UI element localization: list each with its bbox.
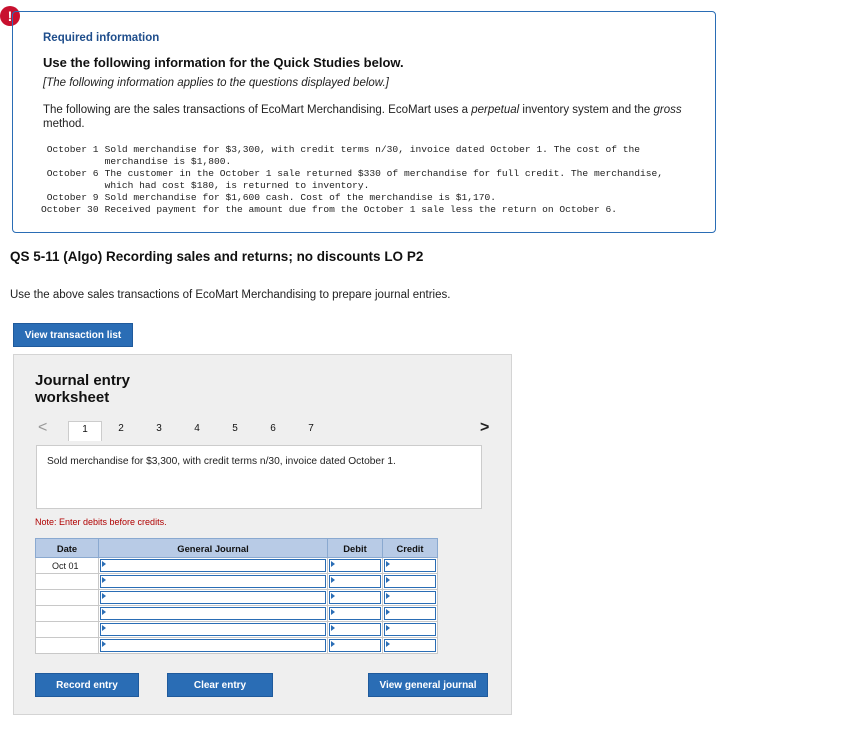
debit-input[interactable] xyxy=(328,622,383,638)
debit-input[interactable] xyxy=(328,558,383,574)
transaction-date: October 1 xyxy=(46,144,99,155)
date-cell[interactable] xyxy=(36,606,99,622)
transaction-row xyxy=(41,144,665,168)
account-input[interactable] xyxy=(99,622,328,638)
transaction-row xyxy=(41,192,665,204)
transaction-row xyxy=(41,204,665,216)
transactions-table xyxy=(41,144,665,216)
journal-row xyxy=(36,558,438,574)
date-cell[interactable]: Oct 01 xyxy=(36,558,99,574)
account-input[interactable] xyxy=(99,590,328,606)
date-cell[interactable] xyxy=(36,622,99,638)
debit-input[interactable] xyxy=(328,606,383,622)
page-tab-1[interactable]: 1 xyxy=(68,421,102,441)
credit-input[interactable] xyxy=(383,638,438,654)
journal-row xyxy=(36,606,438,622)
credit-input[interactable] xyxy=(383,622,438,638)
question-description: Use the above sales transactions of EcoMart Merchandising to prepare journal entries. xyxy=(10,289,451,301)
credit-input[interactable] xyxy=(383,606,438,622)
journal-row xyxy=(36,622,438,638)
required-info-box xyxy=(12,11,716,233)
transaction-date: October 30 xyxy=(41,204,99,215)
date-cell[interactable] xyxy=(36,590,99,606)
info-applies-note: [The following information applies to the questions displayed below.] xyxy=(43,77,389,89)
journal-row xyxy=(36,590,438,606)
date-cell[interactable] xyxy=(36,574,99,590)
transaction-date: October 6 xyxy=(46,168,99,179)
credit-input[interactable] xyxy=(383,590,438,606)
date-column-header: Date xyxy=(36,539,99,558)
page-tab-4[interactable]: 4 xyxy=(194,423,200,434)
general-journal-column-header: General Journal xyxy=(99,539,328,558)
account-input[interactable] xyxy=(99,558,328,574)
record-entry-button[interactable]: Record entry xyxy=(35,673,139,697)
journal-row xyxy=(36,638,438,654)
intro-paragraph: The following are the sales transactions of EcoMart Merchandising. EcoMart uses a perpetual inventory system and the gross method. xyxy=(43,104,682,130)
credit-input[interactable] xyxy=(383,558,438,574)
prev-page-arrow[interactable]: < xyxy=(38,419,48,436)
page-tab-7[interactable]: 7 xyxy=(308,423,314,434)
transaction-text: The customer in the October 1 sale returned $330 of merchandise for full credit. The merchandise, which had cost $180, is returned to inventory. xyxy=(104,168,664,191)
journal-row xyxy=(36,574,438,590)
date-cell[interactable] xyxy=(36,638,99,654)
account-input[interactable] xyxy=(99,606,328,622)
view-general-journal-button[interactable]: View general journal xyxy=(368,673,488,697)
page-tab-6[interactable]: 6 xyxy=(270,423,276,434)
question-title: QS 5-11 (Algo) Recording sales and returns; no discounts LO P2 xyxy=(10,249,424,264)
transaction-text: Sold merchandise for $1,600 cash. Cost of the merchandise is $1,170. xyxy=(104,192,497,203)
account-input[interactable] xyxy=(99,574,328,590)
page-tab-5[interactable]: 5 xyxy=(232,423,238,434)
required-info-heading: Required information xyxy=(43,32,160,44)
page-tab-2[interactable]: 2 xyxy=(118,423,124,434)
page-tab-3[interactable]: 3 xyxy=(156,423,162,434)
alert-icon: ! xyxy=(0,6,20,26)
view-transaction-list-button[interactable]: View transaction list xyxy=(13,323,133,347)
quick-studies-subheading: Use the following information for the Quick Studies below. xyxy=(43,55,404,70)
journal-entry-worksheet xyxy=(13,354,512,715)
transaction-text: Sold merchandise for $3,300, with credit terms n/30, invoice dated October 1. The cost of the merchandise is $1,800. xyxy=(104,144,640,167)
transaction-text: Received payment for the amount due from the October 1 sale less the return on October 6. xyxy=(104,204,617,215)
transaction-row xyxy=(41,168,665,192)
next-page-arrow[interactable]: > xyxy=(480,419,490,436)
debit-input[interactable] xyxy=(328,638,383,654)
page-selector xyxy=(64,421,330,441)
debit-column-header: Debit xyxy=(328,539,383,558)
clear-entry-button[interactable]: Clear entry xyxy=(167,673,273,697)
worksheet-title: Journal entry worksheet xyxy=(35,372,131,406)
entry-description: Sold merchandise for $3,300, with credit terms n/30, invoice dated October 1. xyxy=(36,445,482,509)
transaction-date: October 9 xyxy=(46,192,99,203)
journal-table xyxy=(35,538,438,654)
debits-note: Note: Enter debits before credits. xyxy=(35,517,167,527)
debit-input[interactable] xyxy=(328,590,383,606)
debit-input[interactable] xyxy=(328,574,383,590)
credit-input[interactable] xyxy=(383,574,438,590)
credit-column-header: Credit xyxy=(383,539,438,558)
account-input[interactable] xyxy=(99,638,328,654)
